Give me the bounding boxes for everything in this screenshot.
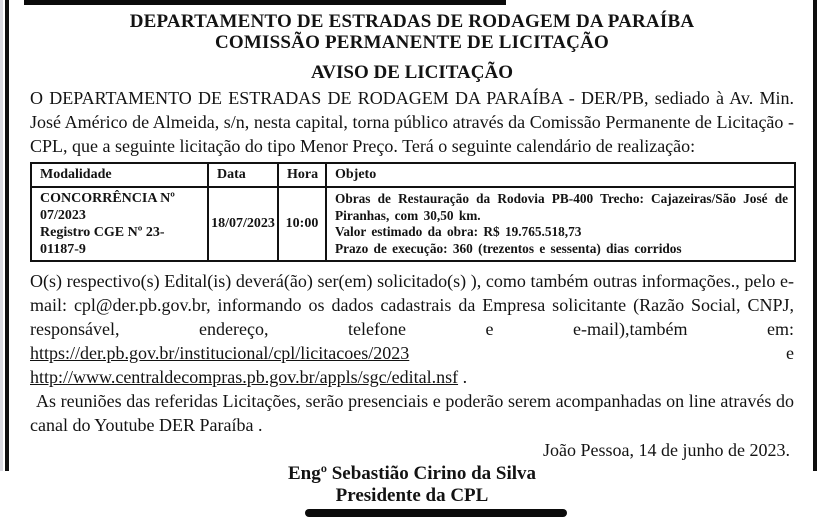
objeto-prazo: Prazo de execução: 360 (trezentos e sessenta) dias corridos [335,240,682,256]
org-committee: COMISSÃO PERMANENTE DE LICITAÇÃO [214,32,609,53]
meetings-paragraph: As reuniões das referidas Licitações, serão presenciais e poderão serem acompanhadas on line através do canal do Youtube DER Paraíba . [30,391,794,436]
request-paragraph [30,269,794,389]
modalidade-registro: Registro CGE Nº 23-01187-9 [40,225,165,258]
signature-title: Presidente da CPL [335,485,489,507]
modalidade-number: CONCORRÊNCIA Nº 07/2023 [40,191,175,224]
table-header-row [31,163,795,187]
intro-paragraph: O DEPARTAMENTO DE ESTRADAS DE RODAGEM DA PARAÍBA - DER/PB, sediado à Av. Min. José Américo de Almeida, s/n, nesta capital, torna público através da Comissão Permanente de Licitação - CPL, que a seguinte licitação do tipo Menor Preço. Terá o seguinte calendário de realização: [30,88,794,156]
document-content [30,5,794,517]
data-cell: 18/07/2023 [208,187,278,261]
signature-name: Engº Sebastião Cirino da Silva [287,463,537,485]
column-header-modalidade: Modalidade [31,163,208,187]
hora-cell: 10:00 [278,187,326,261]
table-row [31,187,795,261]
column-header-data: Data [208,163,278,187]
objeto-valor: Valor estimado da obra: R$ 19.765.518,73 [335,224,582,240]
left-border-line [5,0,9,471]
notice-title: AVISO DE LICITAÇÃO [310,62,513,83]
centraldecompras-link[interactable]: http://www.centraldecompras.pb.gov.br/appls/sgc/edital.nsf [30,367,459,388]
licitation-table [30,162,796,262]
signature-rule [305,509,567,517]
request-end: . [458,367,468,388]
modalidade-cell [31,187,208,261]
der-cpl-link[interactable]: https://der.pb.gov.br/institucional/cpl/licitacoes/2023 [30,343,410,364]
column-header-objeto: Objeto [326,163,795,187]
request-connector: e [409,343,794,364]
org-name: DEPARTAMENTO DE ESTRADAS DE RODAGEM DA PARAÍBA [129,11,695,32]
left-accent-strip [0,0,3,471]
org-header [30,5,794,53]
request-text: O(s) respectivo(s) Edital(is) deverá(ão) ser(em) solicitado(s) ), como também outras informações., pelo e-mail: cpl@der.pb.gov.br, informando os dados cadastrais da Empresa solicitante (Razão Social, CNPJ, responsável, endereço, telefone e e-mail),também em: [30,271,794,340]
objeto-cell [326,187,795,261]
date-line: João Pessoa, 14 de junho de 2023. [543,440,790,461]
objeto-description: Obras de Restauração da Rodovia PB-400 Trecho: Cajazeiras/São José de Piranhas, com 30,50 km. [335,191,788,223]
column-header-hora: Hora [278,163,326,187]
right-border-line [813,0,817,471]
